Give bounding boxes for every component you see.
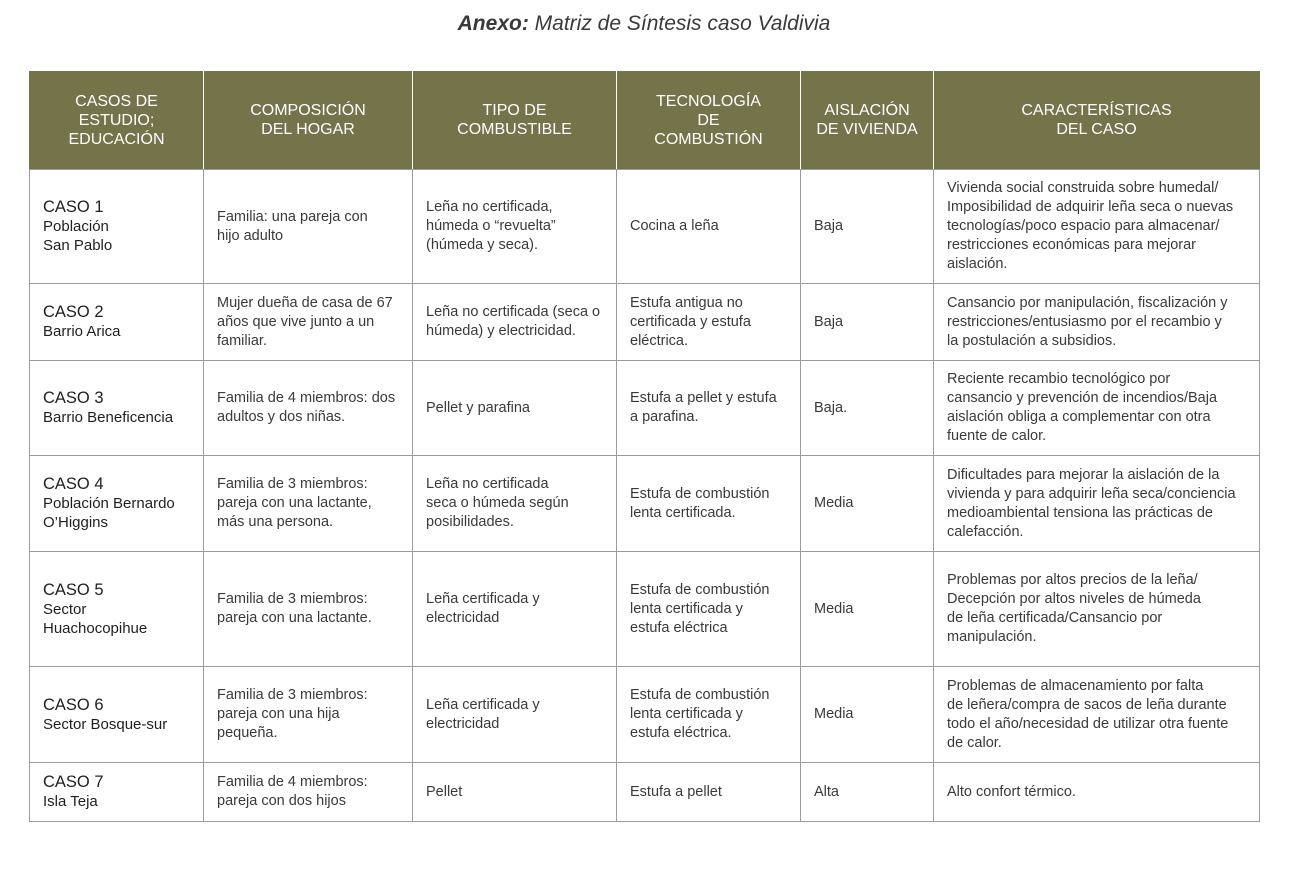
characteristics-cell: Cansancio por manipulación, fiscalización y restricciones/entusiasmo por el recambio y la postulación a subsidios. (934, 284, 1260, 361)
household-cell: Familia de 4 miembros: pareja con dos hijos (204, 763, 413, 822)
technology-cell: Estufa de combustión lenta certificada. (617, 456, 801, 552)
technology-cell: Estufa antigua no certificada y estufa eléctrica. (617, 284, 801, 361)
title-rest: Matriz de Síntesis caso Valdivia (528, 12, 831, 35)
household-cell: Familia de 3 miembros: pareja con una lactante, más una persona. (204, 456, 413, 552)
case-cell (30, 361, 204, 456)
household-cell: Familia de 4 miembros: dos adultos y dos niñas. (204, 361, 413, 456)
case-id: CASO 4 (43, 475, 104, 493)
case-cell (30, 456, 204, 552)
page-title (0, 12, 1288, 36)
case-id: CASO 3 (43, 389, 104, 407)
insulation-cell: Media (801, 667, 934, 763)
household-cell: Familia de 3 miembros: pareja con una hija pequeña. (204, 667, 413, 763)
technology-cell: Estufa a pellet y estufa a parafina. (617, 361, 801, 456)
fuel-cell: Pellet y parafina (413, 361, 617, 456)
title-lead: Anexo: (457, 12, 529, 35)
table-header-row (30, 71, 1260, 170)
case-cell (30, 284, 204, 361)
characteristics-cell: Problemas de almacenamiento por falta de leñera/compra de sacos de leña durante todo el año/necesidad de utilizar otra fuente de calor. (934, 667, 1260, 763)
characteristics-cell: Alto confort térmico. (934, 763, 1260, 822)
fuel-cell: Leña no certificada seca o húmeda según posibilidades. (413, 456, 617, 552)
household-cell: Familia: una pareja con hijo adulto (204, 170, 413, 284)
household-cell: Mujer dueña de casa de 67 años que vive junto a un familiar. (204, 284, 413, 361)
header-fuel: TIPO DE COMBUSTIBLE (413, 71, 617, 170)
case-id: CASO 1 (43, 198, 104, 216)
case-location: Población Bernardo O’Higgins (43, 495, 175, 531)
technology-cell: Estufa a pellet (617, 763, 801, 822)
characteristics-cell: Problemas por altos precios de la leña/ Decepción por altos niveles de húmeda de leña certificada/Cansancio por manipulación. (934, 552, 1260, 667)
table-row (30, 763, 1260, 822)
case-location: Sector Bosque-sur (43, 715, 168, 733)
case-id: CASO 6 (43, 695, 104, 714)
case-id: CASO 5 (43, 580, 104, 599)
case-location: Sector Huachocopihue (43, 600, 148, 637)
characteristics-cell: Vivienda social construida sobre humedal/ Imposibilidad de adquirir leña seca o nuevas tecnologías/poco espacio para almacenar/ restricciones económicas para mejorar aislación. (934, 170, 1260, 284)
technology-cell: Estufa de combustión lenta certificada y estufa eléctrica. (617, 667, 801, 763)
technology-cell: Estufa de combustión lenta certificada y estufa eléctrica (617, 552, 801, 667)
case-location: Barrio Arica (43, 323, 121, 340)
table-row (30, 667, 1260, 763)
insulation-cell: Baja. (801, 361, 934, 456)
header-household: COMPOSICIÓN DEL HOGAR (204, 71, 413, 170)
technology-cell: Cocina a leña (617, 170, 801, 284)
fuel-cell: Leña certificada y electricidad (413, 552, 617, 667)
fuel-cell: Leña no certificada (seca o húmeda) y electricidad. (413, 284, 617, 361)
insulation-cell: Baja (801, 284, 934, 361)
case-cell (30, 667, 204, 763)
characteristics-cell: Reciente recambio tecnológico por cansancio y prevención de incendios/Baja aislación obliga a complementar con otra fuente de calor. (934, 361, 1260, 456)
insulation-cell: Media (801, 456, 934, 552)
case-cell (30, 552, 204, 667)
case-location: Isla Teja (43, 793, 98, 810)
header-technology: TECNOLOGÍA DE COMBUSTIÓN (617, 71, 801, 170)
table-row (30, 361, 1260, 456)
fuel-cell: Leña no certificada, húmeda o “revuelta” (húmeda y seca). (413, 170, 617, 284)
insulation-cell: Media (801, 552, 934, 667)
case-id: CASO 2 (43, 303, 104, 321)
characteristics-cell: Dificultades para mejorar la aislación de la vivienda y para adquirir leña seca/conciencia medioambiental tensiona las prácticas de calefacción. (934, 456, 1260, 552)
case-location: Barrio Beneficencia (43, 409, 174, 426)
header-characteristics: CARACTERÍSTICAS DEL CASO (934, 71, 1260, 170)
case-id: CASO 7 (43, 773, 104, 791)
synthesis-matrix-table (29, 71, 1260, 822)
case-location: Población San Pablo (43, 218, 113, 254)
table-row (30, 456, 1260, 552)
fuel-cell: Pellet (413, 763, 617, 822)
case-cell (30, 763, 204, 822)
table-row (30, 170, 1260, 284)
table-row (30, 284, 1260, 361)
insulation-cell: Alta (801, 763, 934, 822)
header-case: CASOS DE ESTUDIO; EDUCACIÓN (30, 71, 204, 170)
fuel-cell: Leña certificada y electricidad (413, 667, 617, 763)
household-cell: Familia de 3 miembros: pareja con una lactante. (204, 552, 413, 667)
table-row (30, 552, 1260, 667)
insulation-cell: Baja (801, 170, 934, 284)
case-cell (30, 170, 204, 284)
header-insulation: AISLACIÓN DE VIVIENDA (801, 71, 934, 170)
